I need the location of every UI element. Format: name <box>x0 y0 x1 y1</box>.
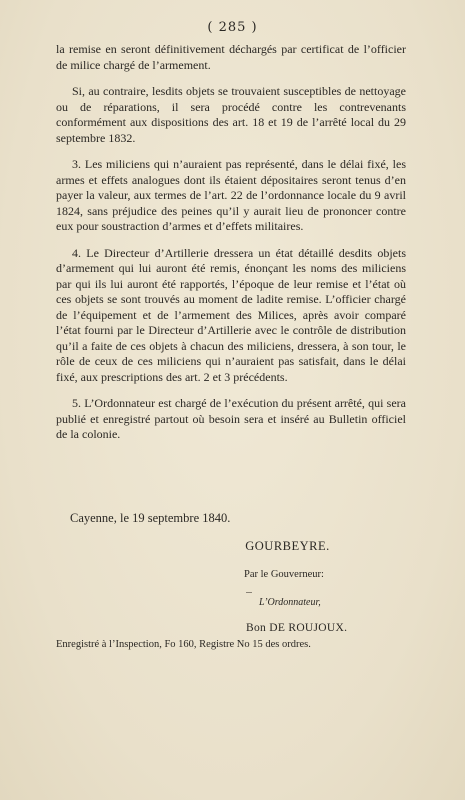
paragraph-article-4: 4. Le Directeur d’Artillerie dressera un état détaillé desdits objets d’armement qui lui auront été remis, énonçant les noms des miliciens par qui ils lui auront été rapportés, l’époque de leur remise et l’état où ces objets se sont trouvés au moment de ladite remise. L’officier chargé de l’équipement et de l’armement des Milices, après avoir comparé l’état fourni par le Directeur d’Artillerie avec le contrôle de distribution qu’il a faite de ces objets à chacun des miliciens, dressera, à son tour, le rôle de ceux de ces miliciens qui n’auraient pas satisfait, dans le délai fixé, aux prescriptions des art. 2 et 3 précédents. <box>56 245 406 384</box>
par-le-gouverneur: Par le Gouverneur: <box>244 569 324 580</box>
ordonnateur-title: L’Ordonnateur, <box>259 597 321 608</box>
place-date: Cayenne, le 19 septembre 1840. <box>70 511 231 525</box>
governor-signature: GOURBEYRE. <box>245 539 330 553</box>
paragraph-article-5: 5. L’Ordonnateur est chargé de l’exécution du présent arrêté, qui sera publié et enregistré partout où besoin sera et inséré au Bulletin officiel de la colonie. <box>56 396 406 441</box>
paragraph-continuation: la remise en seront définitivement déchargés par certificat de l’officier de milice chargé de l’armement. <box>56 42 406 72</box>
body-text <box>56 42 406 454</box>
paragraph-article-3: 3. Les miliciens qui n’auraient pas représenté, dans le délai fixé, les armes et effets analogues dont ils étaient dépositaires seront tenus d’en payer la valeur, aux termes de l’art. 22 de l’ordonnance locale du 9 avril 1824, sans préjudice des peines qu’il y aurait lieu de prononcer contre eux pour soustraction d’armes et d’effets militaires. <box>56 157 406 233</box>
page-number: ( 285 ) <box>207 20 258 35</box>
ordonnateur-name: Bon DE ROUJOUX. <box>246 622 348 634</box>
registration-note: Enregistré à l’Inspection, Fo 160, Registre No 15 des ordres. <box>56 639 311 650</box>
divider-mark <box>246 592 252 593</box>
paragraph-contrary: Si, au contraire, lesdits objets se trouvaient susceptibles de nettoyage ou de réparations, il sera procédé contre les contrevenants conformément aux dispositions des art. 18 et 19 de l’arrêté local du 29 septembre 1832. <box>56 84 406 145</box>
